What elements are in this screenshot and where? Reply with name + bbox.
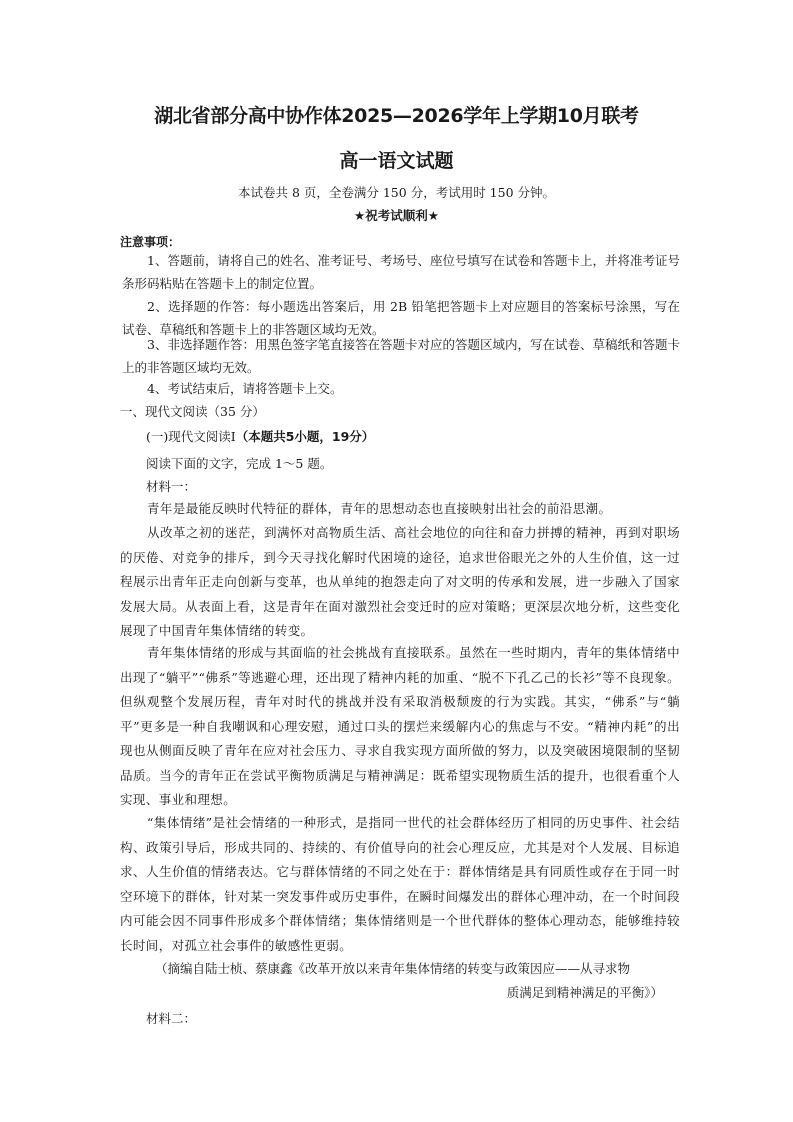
material-one-paragraph-3: 青年集体情绪的形成与其面临的社会挑战有直接联系。虽然在一些时期内，青年的集体情绪中出现了“躺平”“佛系”等逃避心理，还出现了精神内耗的加重、“脱不下孔乙己的长衫”等不良现象。但纵观整个发展历程，青年对时代的挑战并没有采取消极颓废的行为实践。其实，“佛系”与“躺平”更多是一种自我嘲讽和心理安慰，通过口头的摆烂来缓解内心的焦虑与不安。“精神内耗”的出现也从侧面反映了青年在应对社会压力、寻求自我实现方面所做的努力，以及突破困境限制的坚韧品质。当今的青年正在尝试平衡物质满足与精神满足：既希望实现物质生活的提升，也很看重个人实现、事业和理想。 <box>120 645 680 807</box>
material-one-paragraph-2: 从改革之初的迷茫，到满怀对高物质生活、高社会地位的向往和奋力拼搏的精神，再到对职场的厌倦、对竞争的排斥，到今天寻找化解时代困境的途径，追求世俗眼光之外的人生价值，这一过程展示出青年正走向创新与变革，也从单纯的抱怨走向了对文明的传承和发展，进一步融入了国家发展大局。从表面上看，这是青年在面对激烈社会变迁时的应对策略；更深层次地分析，这些变化展现了中国青年集体情绪的转变。 <box>120 525 680 638</box>
material-one-paragraph-4: “集体情绪”是社会情绪的一种形式，是指同一世代的社会群体经历了相同的历史事件、社会结构、政策引导后，形成共同的、持续的、有价值导向的社会心理反应，尤其是对个人发展、目标追求、人生价值的情绪表达。它与群体情绪的不同之处在于：群体情绪是具有同质性或存在于同一时空环境下的群体，针对某一突发事件或历史事件，在瞬时间爆发出的群体心理冲动，在一个时间段内可能会因不同事件形成多个群体情绪；集体情绪则是一个世代群体的整体心理动态，能够维持较长时间，对孤立社会事件的敏感性更弱。 <box>120 815 680 953</box>
subsection-score: （本题共5小题，19分） <box>235 429 375 444</box>
material-two-label: 材料二： <box>146 1011 197 1026</box>
subsection-title <box>146 427 374 445</box>
notes-heading: 注意事项： <box>120 235 181 249</box>
section-title: 一、现代文阅读（35 分） <box>120 404 265 419</box>
reading-instruction: 阅读下面的文字，完成 1～5 题。 <box>146 456 333 471</box>
material-one-paragraph-1: 青年是最能反映时代特征的群体，青年的思想动态也直接映射出社会的前沿思潮。 <box>147 501 612 516</box>
note-item-1: 1、答题前，请将自己的姓名、准考证号、考场号、座位号填写在试卷和答题卡上，并将准考证号条形码粘贴在答题卡上的制定位置。 <box>122 253 680 291</box>
source-citation <box>155 957 663 1005</box>
exam-title: 湖北省部分高中协作体2025—2026学年上学期10月联考 <box>154 105 639 127</box>
source-line-1: （摘编自陆士桢、蔡康鑫《改革开放以来青年集体情绪的转变与政策因应——从寻求物 <box>155 961 631 976</box>
source-line-2: 质满足到精神满足的平衡》） <box>506 985 663 1000</box>
note-item-4: 4、考试结束后，请将答题卡上交。 <box>147 381 343 396</box>
blessing-line: ★祝考试顺利★ <box>354 208 439 223</box>
subsection-prefix: (一)现代文阅读Ⅰ <box>146 429 236 444</box>
note-item-3: 3、非选择题作答：用黑色签字笔直接答在答题卡对应的答题区域内，写在试卷、草稿纸和答题卡上的非答题区域均无效。 <box>122 337 680 375</box>
note-item-2: 2、选择题的作答：每小题选出答案后，用 2B 铅笔把答题卡上对应题目的答案标号涂黑，写在试卷、草稿纸和答题卡上的非答题区域均无效。 <box>122 299 680 337</box>
exam-subtitle: 高一语文试题 <box>339 150 454 172</box>
material-one-label: 材料一： <box>146 479 197 494</box>
exam-info: 本试卷共 8 页，全卷满分 150 分，考试用时 150 分钟。 <box>237 185 555 200</box>
